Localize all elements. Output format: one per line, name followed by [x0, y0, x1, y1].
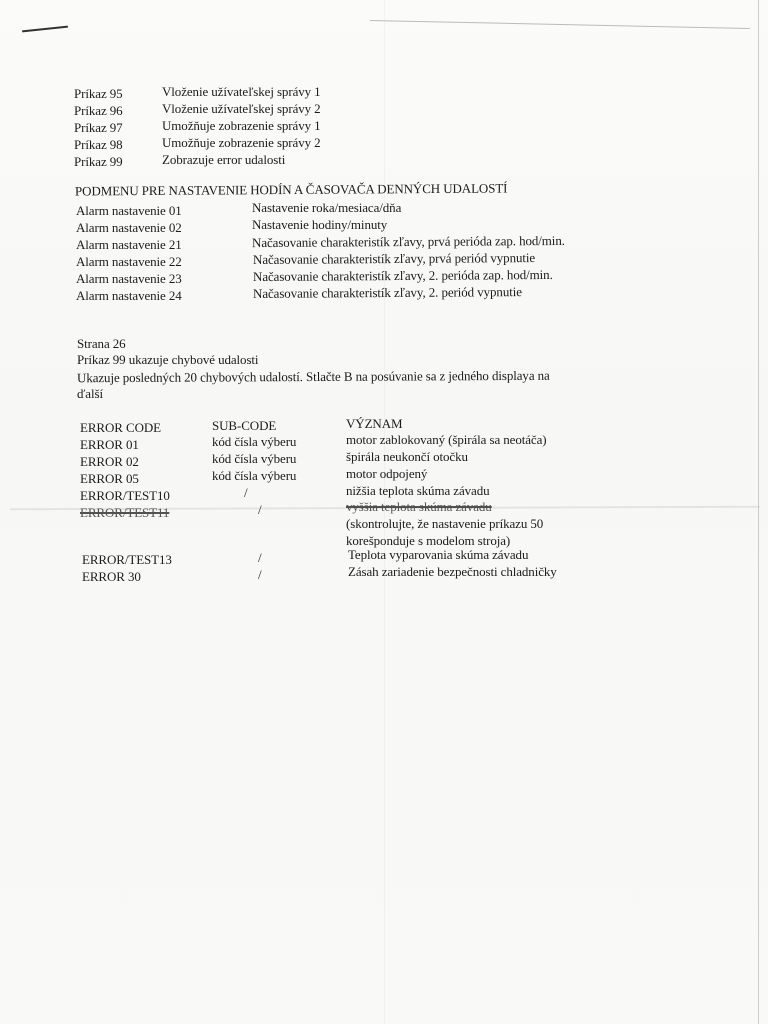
- submenu-desc: Načasovanie charakteristík zľavy, prvá perióda zap. hod/min.: [251, 232, 565, 251]
- command-code: Príkaz 95: [74, 86, 123, 101]
- table-cell-meaning: Teplota vyparovania skúma závadu: [348, 547, 529, 562]
- submenu-desc: Nastavenie roka/mesiaca/dňa: [252, 200, 402, 215]
- page-number: Strana 26: [77, 336, 126, 351]
- submenu-code: Alarm nastavenie 23: [76, 271, 182, 286]
- submenu-code: Alarm nastavenie 22: [76, 254, 182, 269]
- table-header-subcode: SUB-CODE: [212, 418, 277, 433]
- table-cell-meaning: motor odpojený: [346, 466, 428, 481]
- table-cell-meaning: Zásah zariadenie bezpečnosti chladničky: [348, 564, 557, 579]
- page-line: ďalší: [77, 386, 103, 401]
- table-cell-code: ERROR/TEST10: [80, 488, 170, 503]
- command-code: Príkaz 99: [74, 154, 123, 169]
- table-cell-code: ERROR 05: [80, 471, 139, 486]
- submenu-desc: Načasovanie charakteristík zľavy, prvá periód vypnutie: [252, 250, 536, 267]
- submenu-code: Alarm nastavenie 24: [76, 288, 182, 303]
- table-cell-code: ERROR 30: [82, 569, 141, 584]
- table-cell-subcode: /: [244, 485, 248, 500]
- submenu-code: Alarm nastavenie 21: [76, 237, 182, 252]
- page-line: Ukazuje posledných 20 chybových udalostí. Stlačte B na posúvanie sa z jedného displaya na: [76, 367, 550, 386]
- command-desc: Umožňuje zobrazenie správy 2: [162, 135, 321, 150]
- command-code: Príkaz 98: [74, 137, 123, 152]
- submenu-title: PODMENU PRE NASTAVENIE HODÍN A ČASOVAČA DENNÝCH UDALOSTÍ: [74, 180, 508, 199]
- table-cell-code: ERROR 02: [80, 454, 139, 469]
- table-cell-meaning: korešponduje s modelom stroja): [346, 533, 511, 548]
- table-cell-subcode: kód čísla výberu: [212, 468, 297, 483]
- submenu-code: Alarm nastavenie 01: [76, 203, 182, 218]
- table-cell-code: ERROR 01: [80, 437, 139, 452]
- table-cell-meaning: špirála neukončí otočku: [346, 449, 468, 464]
- table-cell-meaning: nižšia teplota skúma závadu: [346, 483, 490, 498]
- command-desc: Umožňuje zobrazenie správy 1: [162, 118, 321, 133]
- table-cell-meaning: vyššia teplota skúma závadu: [346, 499, 492, 514]
- table-cell-meaning: motor zablokovaný (špirála sa neotáča): [346, 432, 547, 447]
- table-header-meaning: VÝZNAM: [346, 416, 403, 431]
- submenu-desc: Nastavenie hodiny/minuty: [252, 217, 388, 232]
- corner-pen-mark: [22, 26, 68, 33]
- table-cell-subcode: kód čísla výberu: [212, 451, 297, 466]
- command-desc: Vloženie užívateľskej správy 1: [162, 84, 321, 99]
- table-cell-subcode: kód čísla výberu: [212, 434, 297, 449]
- command-desc: Vloženie užívateľskej správy 2: [162, 101, 321, 116]
- table-cell-subcode: /: [258, 567, 262, 582]
- submenu-desc: Načasovanie charakteristík zľavy, 2. perióda zap. hod/min.: [252, 266, 553, 285]
- command-code: Príkaz 96: [74, 103, 123, 118]
- table-cell-subcode: /: [258, 502, 262, 517]
- table-cell-subcode: /: [258, 550, 262, 565]
- command-desc: Zobrazuje error udalosti: [162, 152, 286, 167]
- table-cell-code: ERROR/TEST13: [82, 552, 172, 567]
- table-header-code: ERROR CODE: [80, 420, 161, 435]
- command-code: Príkaz 97: [74, 120, 123, 135]
- submenu-desc: Načasovanie charakteristík zľavy, 2. periód vypnutie: [252, 284, 522, 301]
- paper-edge-right: [758, 0, 759, 1024]
- page-line: Príkaz 99 ukazuje chybové udalosti: [77, 352, 259, 367]
- paper-edge-top: [370, 0, 750, 29]
- table-cell-code: ERROR/TEST11: [80, 505, 170, 520]
- submenu-code: Alarm nastavenie 02: [76, 220, 182, 235]
- table-cell-meaning: (skontrolujte, že nastavenie príkazu 50: [346, 516, 544, 531]
